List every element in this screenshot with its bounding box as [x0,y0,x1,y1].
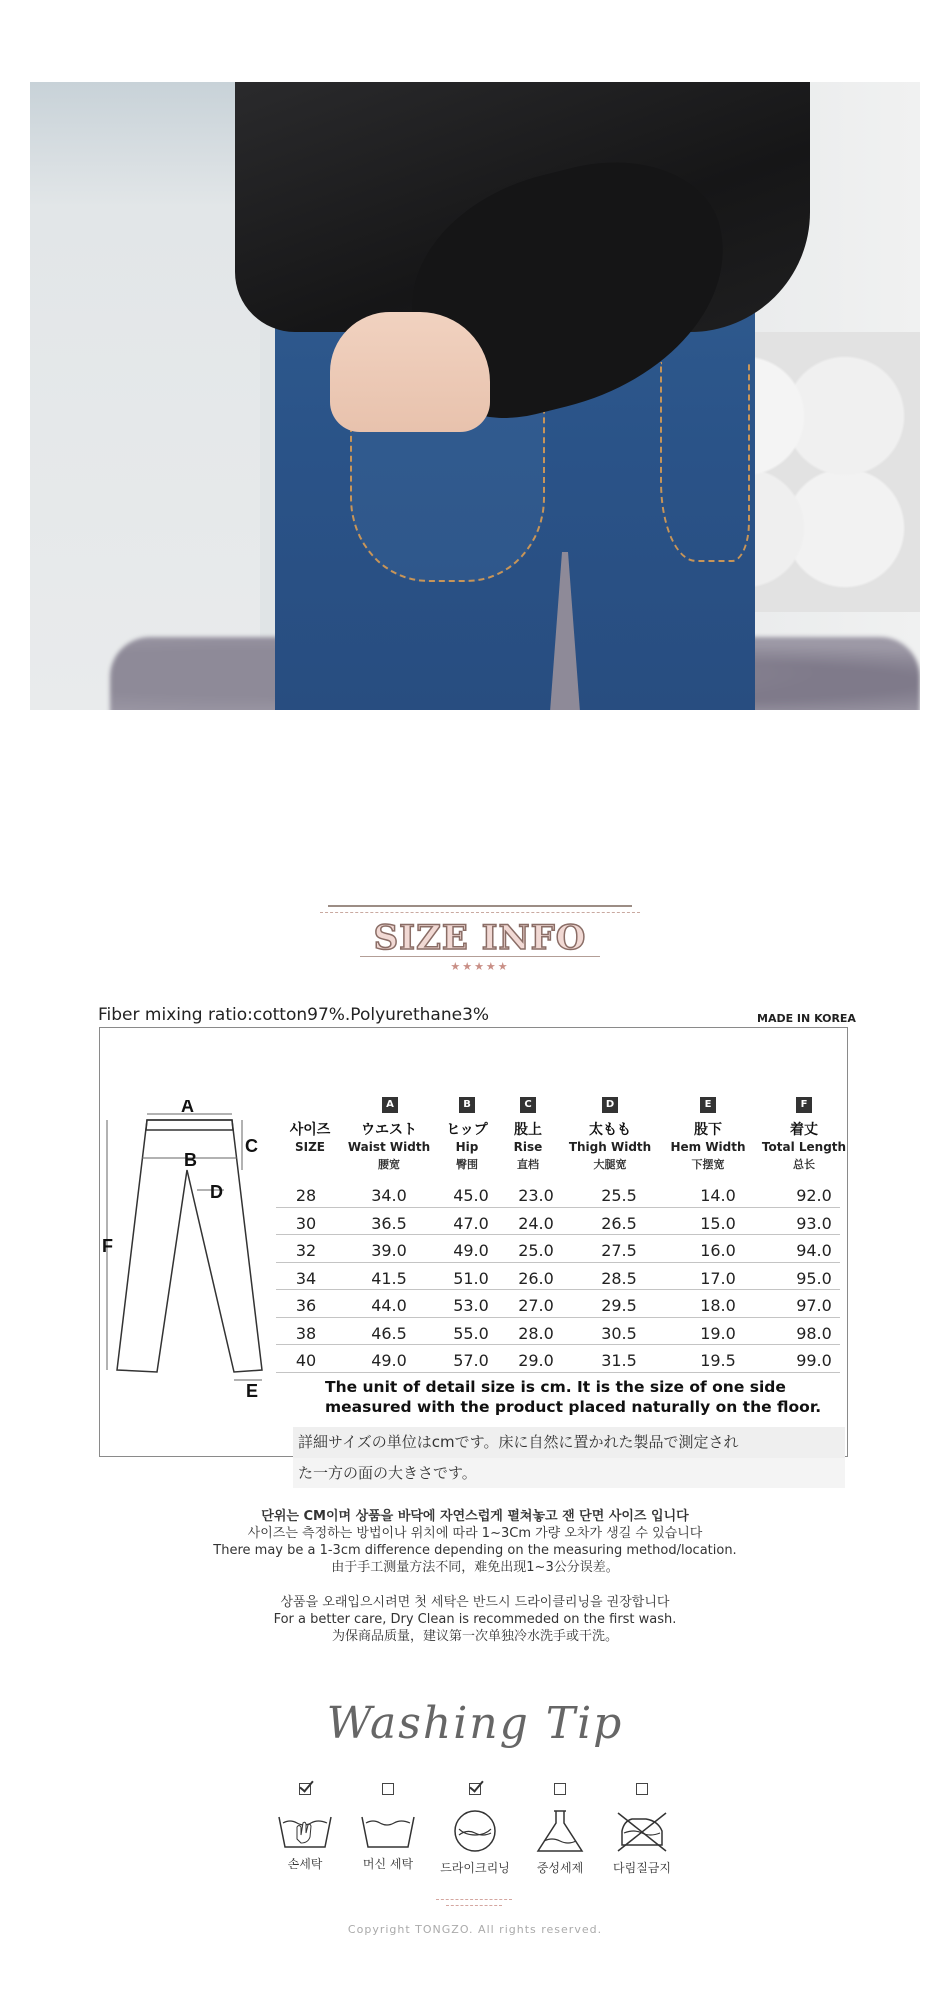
note-japanese-line2: た一方の面の大きさです。 [293,1458,845,1488]
checkbox-checked-icon [299,1783,311,1795]
col-zh-f: 总长 [793,1158,815,1171]
wash-label: 다림질금지 [613,1861,671,1875]
checkbox-icon [636,1783,648,1795]
col-zh-c: 直档 [517,1158,539,1171]
table-row: 38 46.5 55.0 28.0 30.5 19.0 98.0 [276,1318,840,1346]
washing-tip-title: Washing Tip [326,1698,624,1749]
col-letter-f: F [796,1097,812,1113]
no-iron-icon [612,1809,672,1853]
diagram-label-f: F [102,1236,113,1256]
checkbox-icon [382,1783,394,1795]
table-row: 28 34.0 45.0 23.0 25.5 14.0 92.0 [276,1180,840,1208]
note-line: For a better care, Dry Clean is recommeded on the first wash. [273,1612,677,1627]
note-japanese-line1: 詳細サイズの単位はcmです。床に自然に置かれた製品で測定され [293,1427,845,1458]
col-jp-e: 股下 [694,1122,722,1138]
col-jp-a: ウエスト [361,1122,417,1138]
col-en-b: Hip [455,1140,479,1154]
wash-item-no-iron [592,1783,692,1876]
machine-wash-icon [358,1809,418,1849]
col-letter-c: C [520,1097,536,1113]
col-zh-d: 大腿宽 [593,1158,627,1171]
note-line: 为保商品质量，建议第一次单独冷水洗手或干洗。 [331,1629,618,1644]
hand-wash-icon [275,1809,335,1849]
col-zh-b: 臀围 [456,1158,478,1171]
col-jp-c: 股上 [514,1122,542,1138]
wash-label: 머신 세탁 [362,1857,414,1871]
measurement-notes [0,1508,950,1576]
table-row: 30 36.5 47.0 24.0 26.5 15.0 93.0 [276,1208,840,1236]
product-photo [30,82,920,710]
fiber-ratio: Fiber mixing ratio:cotton97%.Polyurethane3% [98,1005,490,1025]
size-info-stars: ★★★★★ [450,960,510,973]
note-line: 由于手工测量方法不同，难免出现1~3公分误差。 [331,1560,619,1575]
neutral-detergent-icon [530,1809,590,1853]
table-row: 32 39.0 49.0 25.0 27.5 16.0 94.0 [276,1235,840,1263]
note-line: 상품을 오래입으시려면 첫 세탁은 반드시 드라이클리닝을 권장합니다 [280,1595,670,1610]
diagram-label-e: E [246,1381,259,1401]
col-jp-d: 太もも [589,1122,631,1138]
note-english: The unit of detail size is cm. It is the size of one side measured with the product placed naturally on the floor. [325,1378,822,1416]
col-zh-a: 腰宽 [378,1158,400,1171]
col-en-c: Rise [513,1140,543,1154]
col-letter-e: E [700,1097,716,1113]
size-header-ko: 사이즈 [289,1122,331,1138]
col-jp-b: ヒップ [446,1122,488,1138]
size-info-title: SIZE INFO [373,918,587,958]
col-zh-e: 下摆宽 [691,1158,725,1171]
col-letter-b: B [459,1097,475,1113]
care-notes [0,1594,950,1645]
checkbox-checked-icon [469,1783,481,1795]
col-en-e: Hem Width [670,1140,746,1154]
note-line: There may be a 1-3cm difference depending on the measuring method/location. [213,1543,737,1558]
wash-label: 드라이크리닝 [440,1861,510,1875]
note-line: 사이즈는 측정하는 방법이나 위치에 따라 1~3Cm 가량 오차가 생길 수 있습니다 [247,1526,703,1541]
pants-diagram [102,1100,272,1410]
diagram-label-b: B [184,1150,197,1170]
diagram-label-d: D [210,1182,223,1202]
size-table-rows [276,1180,840,1373]
col-jp-f: 着丈 [790,1122,818,1138]
diagram-label-c: C [245,1136,258,1156]
wash-label: 손세탁 [287,1857,323,1871]
col-en-a: Waist Width [347,1140,431,1154]
note-line: 단위는 CM이며 상품을 바닥에 자연스럽게 펼쳐놓고 잰 단면 사이즈 입니다 [261,1509,689,1524]
copyright: Copyright TONGZO. All rights reserved. [347,1923,603,1936]
col-en-f: Total Length [761,1140,847,1154]
wash-item-machine [338,1783,438,1872]
col-letter-d: D [602,1097,618,1113]
size-header-en: SIZE [294,1140,325,1154]
table-row: 34 41.5 51.0 26.0 28.5 17.0 95.0 [276,1263,840,1291]
dry-clean-icon [445,1809,505,1853]
col-en-d: Thigh Width [568,1140,652,1154]
size-info-heading [320,900,640,980]
col-letter-a: A [382,1097,398,1113]
diagram-label-a: A [181,1100,194,1116]
checkbox-icon [554,1783,566,1795]
table-row: 40 49.0 57.0 29.0 31.5 19.5 99.0 [276,1345,840,1373]
table-row: 36 44.0 53.0 27.0 29.5 18.0 97.0 [276,1290,840,1318]
made-in-label: MADE IN KOREA [757,1012,856,1025]
wash-label: 중성세제 [536,1861,584,1875]
